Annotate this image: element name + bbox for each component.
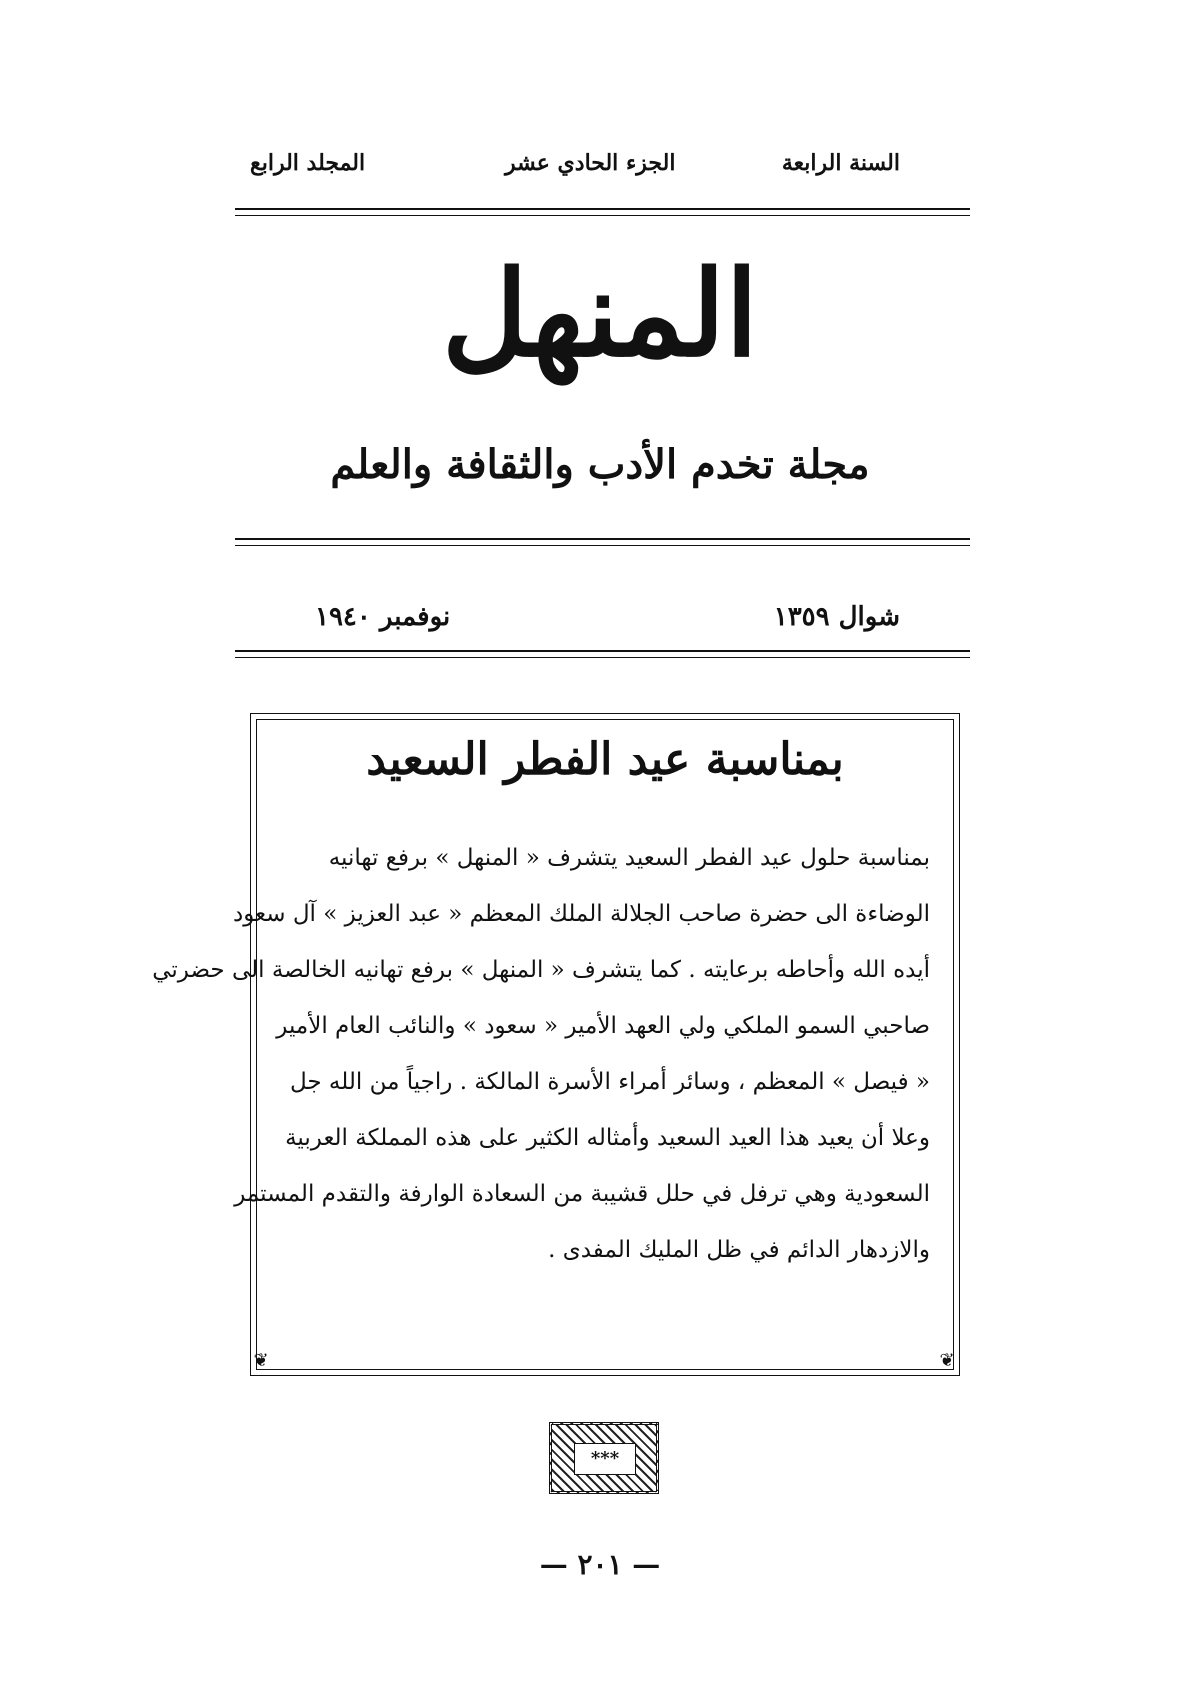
hijri-date: شوال ١٣٥٩ <box>773 602 900 632</box>
ornament-stars: *** <box>574 1443 636 1475</box>
frame-corner-ornament-left: ❦ <box>253 1350 269 1371</box>
date-rule-bottom-inner <box>235 657 970 658</box>
masthead-title: المنهل <box>441 244 759 383</box>
header-rule-bottom <box>235 215 970 216</box>
article-body <box>152 830 930 1278</box>
article-line: بمناسبة حلول عيد الفطر السعيد يتشرف « المنهل » برفع تهانيه <box>328 845 930 871</box>
decorative-ornament <box>549 1422 659 1494</box>
header-rule-top <box>235 208 970 210</box>
article-line: السعودية وهي ترفل في حلل قشيبة من السعادة الوارفة والتقدم المستمر <box>234 1181 930 1207</box>
year-label: السنة الرابعة <box>781 150 900 176</box>
date-rule-bottom <box>235 650 970 652</box>
article-line: والازدهار الدائم في ظل المليك المفدى . <box>548 1237 930 1263</box>
masthead-subtitle: مجلة تخدم الأدب والثقافة والعلم <box>330 441 870 488</box>
volume-label: المجلد الرابع <box>250 150 366 176</box>
frame-corner-ornament-right: ❦ <box>939 1350 955 1371</box>
article-line: أيده الله وأحاطه برعايته . كما يتشرف « المنهل » برفع تهانيه الخالصة الى حضرتي <box>152 957 930 983</box>
page-number: — ٢٠١ — <box>539 1548 661 1581</box>
article-line: « فيصل » المعظم ، وسائر أمراء الأسرة المالكة . راجياً من الله جل <box>289 1069 930 1095</box>
article-line: الوضاءة الى حضرة صاحب الجلالة الملك المعظم « عبد العزيز » آل سعود <box>233 901 930 927</box>
date-rule-top-inner <box>235 545 970 546</box>
gregorian-date: نوفمبر ١٩٤٠ <box>315 602 451 632</box>
date-rule-top <box>235 538 970 540</box>
article-line: صاحبي السمو الملكي ولي العهد الأمير « سعود » والنائب العام الأمير <box>276 1013 930 1039</box>
part-label: الجزء الحادي عشر <box>505 150 676 176</box>
article-title: بمناسبة عيد الفطر السعيد <box>366 734 844 785</box>
article-line: وعلا أن يعيد هذا العيد السعيد وأمثاله الكثير على هذه المملكة العربية <box>285 1125 930 1151</box>
